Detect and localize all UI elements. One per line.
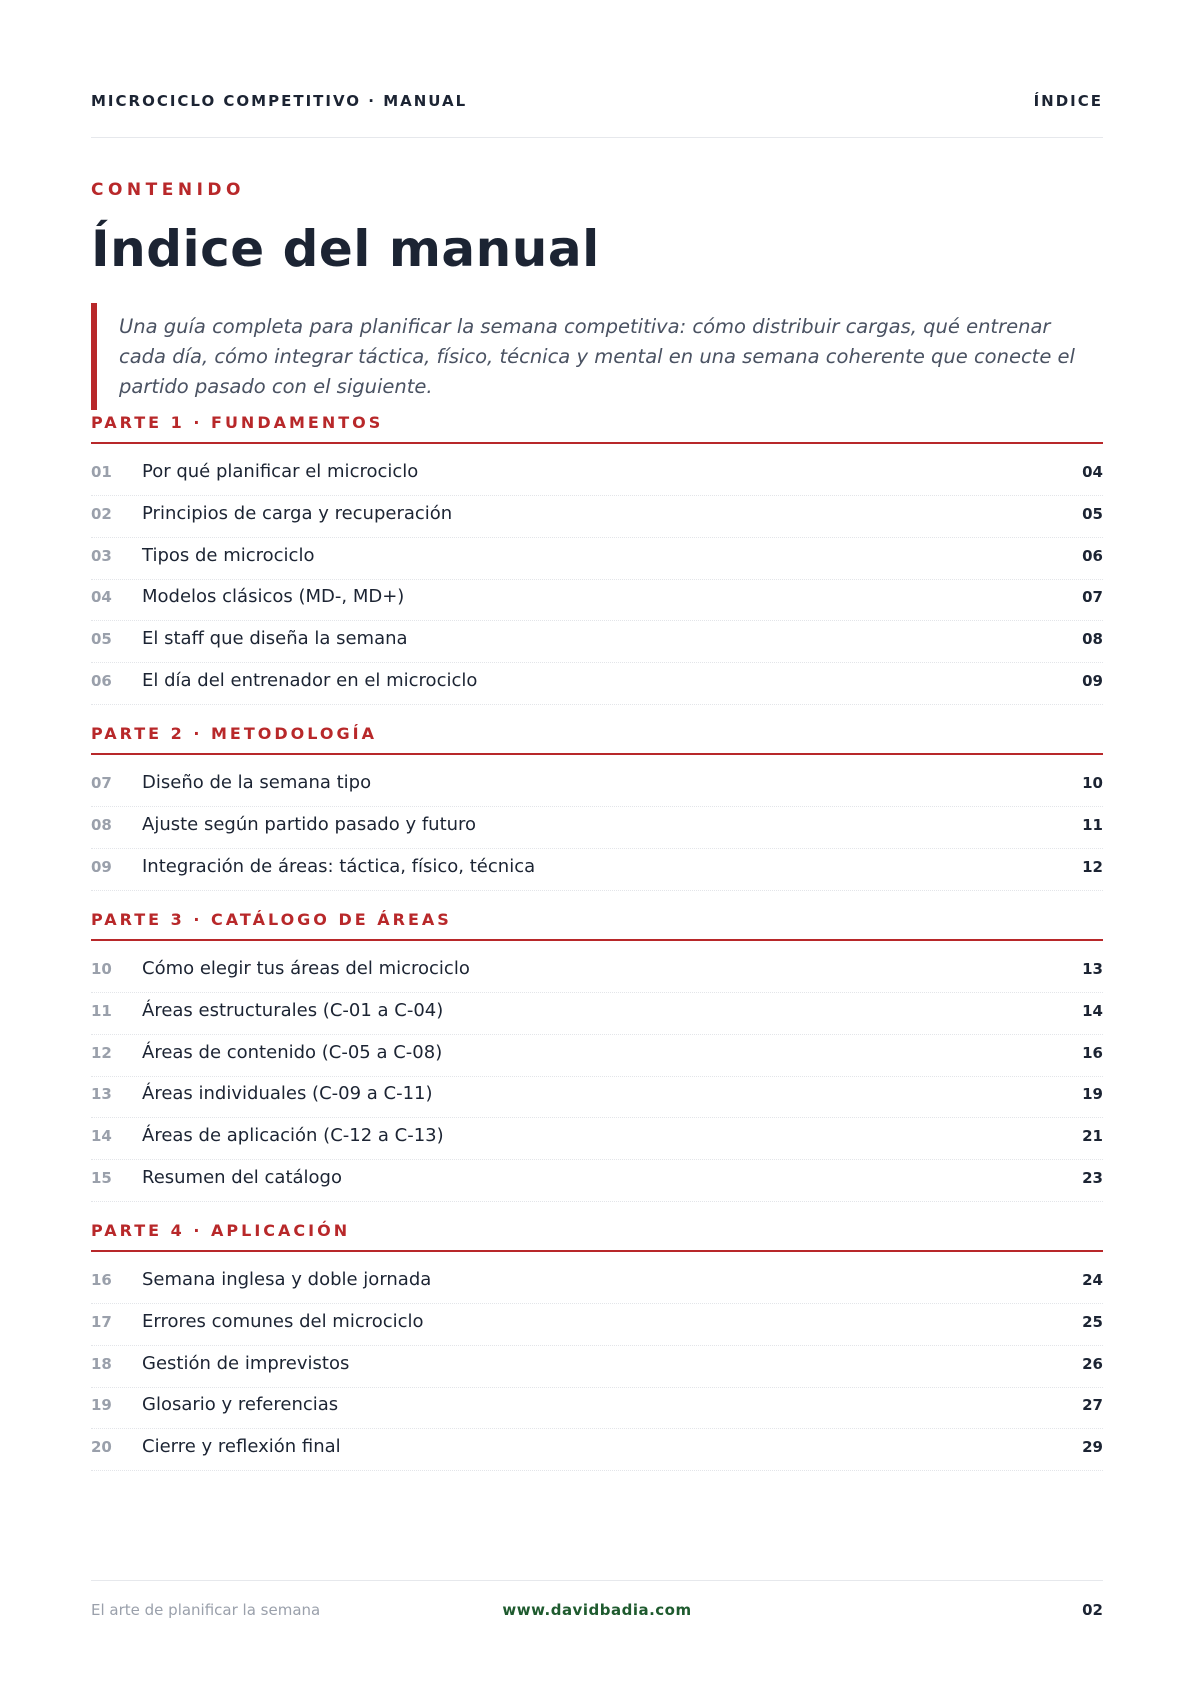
toc-entry-label: Semana inglesa y doble jornada — [142, 1269, 432, 1290]
toc-entry[interactable] — [91, 1384, 1103, 1429]
toc-entry-label: Áreas de aplicación (C-12 a C-13) — [142, 1125, 444, 1147]
toc-part-title: PARTE 4 · APLICACIÓN — [91, 1221, 351, 1240]
toc-entry-label: Áreas de contenido (C-05 a C-08) — [142, 1041, 443, 1063]
footer-book-title: El arte de planificar la semana — [91, 1601, 321, 1619]
toc-part-title: PARTE 1 · FUNDAMENTOS — [91, 413, 384, 432]
toc-entry[interactable] — [91, 535, 1103, 580]
toc-entry-number: 19 — [91, 1396, 112, 1415]
toc-entry-label: Áreas estructurales (C-01 a C-04) — [142, 999, 444, 1021]
toc-entry-number: 16 — [91, 1271, 112, 1289]
toc-entry-label: Cierre y reflexión final — [142, 1436, 341, 1458]
toc-entry-page: 05 — [1082, 504, 1103, 523]
toc-entry-page: 14 — [1082, 1001, 1103, 1020]
toc-entry-number: 10 — [91, 960, 112, 978]
toc-entry-number: 17 — [91, 1312, 112, 1331]
toc-entry-page: 23 — [1082, 1169, 1103, 1187]
toc-entry-page: 07 — [1082, 588, 1103, 607]
toc-entry-number: 04 — [91, 588, 112, 607]
toc-entry[interactable] — [91, 846, 1103, 891]
page-header — [91, 92, 1103, 138]
toc-entry-label: Modelos clásicos (MD-, MD+) — [142, 586, 405, 608]
toc-entry[interactable] — [91, 1032, 1103, 1077]
toc-entry-page: 27 — [1082, 1396, 1103, 1415]
toc-entry-label: Resumen del catálogo — [142, 1167, 342, 1188]
intro-quote — [91, 303, 1103, 410]
toc-entry-number: 12 — [91, 1043, 112, 1062]
toc-entry[interactable] — [91, 804, 1103, 849]
toc-entry-label: El día del entrenador en el microciclo — [142, 670, 478, 691]
toc-entry-number: 05 — [91, 630, 112, 649]
toc-entry-page: 19 — [1082, 1085, 1103, 1104]
toc-entry[interactable] — [91, 948, 1103, 993]
toc-entry[interactable] — [91, 1115, 1103, 1160]
toc-entry-number: 13 — [91, 1085, 112, 1104]
toc-entry-page: 13 — [1082, 960, 1103, 978]
toc-entry-page: 21 — [1082, 1127, 1103, 1146]
toc-entry-page: 26 — [1082, 1354, 1103, 1373]
toc-entry-number: 11 — [91, 1001, 112, 1020]
footer-page-number: 02 — [1082, 1601, 1103, 1619]
toc-entry[interactable] — [91, 618, 1103, 663]
toc-entry-number: 09 — [91, 857, 112, 876]
toc-entry-label: Gestión de imprevistos — [142, 1352, 350, 1374]
toc-entry-label: Principios de carga y recuperación — [142, 502, 453, 524]
toc-entry-number: 07 — [91, 774, 112, 792]
toc-entry[interactable] — [91, 1073, 1103, 1118]
toc-part-title: PARTE 3 · CATÁLOGO DE ÁREAS — [91, 910, 452, 929]
toc-entry[interactable] — [91, 1343, 1103, 1388]
toc-entry-page: 09 — [1082, 672, 1103, 690]
toc-entry[interactable] — [91, 1301, 1103, 1346]
toc-entry-page: 12 — [1082, 857, 1103, 876]
toc-entry-label: Áreas individuales (C-09 a C-11) — [142, 1083, 433, 1105]
toc-entry-number: 14 — [91, 1127, 112, 1146]
toc-entry-number: 06 — [91, 672, 112, 690]
toc-entry[interactable] — [91, 1157, 1103, 1202]
toc-entry-number: 15 — [91, 1169, 112, 1187]
toc-entry[interactable] — [91, 660, 1103, 705]
toc-entry-label: El staff que diseña la semana — [142, 628, 408, 650]
toc-entry-label: Tipos de microciclo — [142, 544, 315, 566]
toc-entry-number: 03 — [91, 546, 112, 565]
toc-entry-label: Por qué planificar el microciclo — [142, 461, 419, 482]
toc-entry[interactable] — [91, 1426, 1103, 1471]
toc-entry[interactable] — [91, 990, 1103, 1035]
page-title: Índice del manual — [91, 220, 600, 278]
toc-entry-number: 20 — [91, 1438, 112, 1457]
toc-part-heading — [91, 911, 1103, 941]
toc-entry[interactable] — [91, 576, 1103, 621]
toc-entry-page: 11 — [1082, 815, 1103, 834]
toc-entry-page: 24 — [1082, 1271, 1103, 1289]
intro-text: Una guía completa para planificar la semana competitiva: cómo distribuir cargas, qué entrenar cada día, cómo integrar táctica, físico, técnica y mental en una semana coherente que conecte el partido pasado con el siguiente. — [119, 315, 1075, 398]
toc-entry-page: 25 — [1082, 1312, 1103, 1331]
toc-entry-label: Ajuste según partido pasado y futuro — [142, 813, 477, 835]
toc-part-heading — [91, 1222, 1103, 1252]
toc-entry[interactable] — [91, 1259, 1103, 1304]
document-page — [91, 0, 1103, 1683]
footer-website-link[interactable]: www.davidbadia.com — [502, 1601, 692, 1619]
toc-entry-number: 02 — [91, 504, 112, 523]
toc-entry-label: Errores comunes del microciclo — [142, 1310, 424, 1332]
header-section-name: ÍNDICE — [1033, 92, 1103, 110]
toc-entry-page: 06 — [1082, 546, 1103, 565]
page-footer — [91, 1580, 1103, 1620]
section-eyebrow: CONTENIDO — [91, 180, 245, 200]
toc-part-title: PARTE 2 · METODOLOGÍA — [91, 724, 377, 743]
toc-entry-number: 01 — [91, 463, 112, 481]
header-document-title: MICROCICLO COMPETITIVO · MANUAL — [91, 92, 468, 110]
toc-part-heading — [91, 414, 1103, 444]
toc-entry-page: 04 — [1082, 463, 1103, 481]
toc-entry-page: 10 — [1082, 774, 1103, 792]
toc-entry-page: 08 — [1082, 630, 1103, 649]
toc-entry[interactable] — [91, 493, 1103, 538]
toc-entry-label: Integración de áreas: táctica, físico, técnica — [142, 855, 536, 877]
toc-entry[interactable] — [91, 762, 1103, 807]
toc-entry-label: Glosario y referencias — [142, 1394, 339, 1416]
toc-entry-number: 08 — [91, 815, 112, 834]
toc-entry-page: 29 — [1082, 1438, 1103, 1457]
toc-entry-page: 16 — [1082, 1043, 1103, 1062]
toc-entry-number: 18 — [91, 1354, 112, 1373]
toc-entry-label: Cómo elegir tus áreas del microciclo — [142, 958, 470, 979]
toc-entry-label: Diseño de la semana tipo — [142, 772, 372, 793]
toc-part-heading — [91, 725, 1103, 755]
toc-entry[interactable] — [91, 451, 1103, 496]
